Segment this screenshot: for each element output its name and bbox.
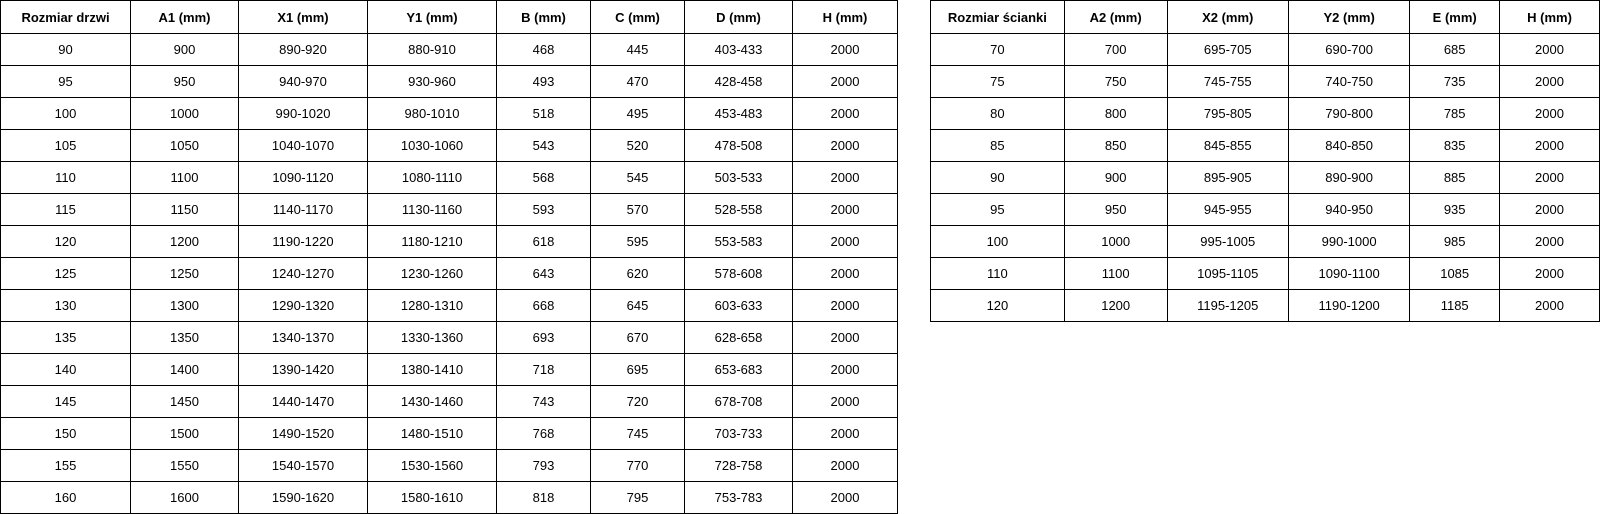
table-cell: 768: [497, 418, 591, 450]
table-cell: 2000: [1500, 226, 1600, 258]
table-cell: 740-750: [1288, 66, 1409, 98]
table-cell: 428-458: [685, 66, 793, 98]
table-cell: 1085: [1410, 258, 1500, 290]
table-header-row: [1, 1, 898, 34]
table-cell: 95: [1, 66, 131, 98]
table-cell: 885: [1410, 162, 1500, 194]
table-cell: 85: [931, 130, 1065, 162]
table-cell: 2000: [1500, 34, 1600, 66]
table-cell: 1230-1260: [368, 258, 497, 290]
table-cell: 770: [591, 450, 685, 482]
table-cell: 2000: [793, 130, 898, 162]
column-header: A1 (mm): [131, 1, 239, 34]
table-cell: 818: [497, 482, 591, 514]
table-cell: 880-910: [368, 34, 497, 66]
table-cell: 1330-1360: [368, 322, 497, 354]
table-cell: 1390-1420: [239, 354, 368, 386]
table-cell: 90: [1, 34, 131, 66]
table-cell: 593: [497, 194, 591, 226]
table-cell: 595: [591, 226, 685, 258]
table-cell: 1200: [1064, 290, 1167, 322]
table-cell: 1100: [131, 162, 239, 194]
table-cell: 703-733: [685, 418, 793, 450]
column-header: Rozmiar drzwi: [1, 1, 131, 34]
table-cell: 2000: [793, 258, 898, 290]
table-row: [1, 34, 898, 66]
table-row: [1, 354, 898, 386]
table-row: [931, 194, 1600, 226]
table-cell: 945-955: [1167, 194, 1288, 226]
table-row: [931, 34, 1600, 66]
column-header: H (mm): [793, 1, 898, 34]
table-cell: 145: [1, 386, 131, 418]
table-cell: 1240-1270: [239, 258, 368, 290]
table-cell: 2000: [793, 322, 898, 354]
table-cell: 2000: [793, 290, 898, 322]
table-row: [931, 98, 1600, 130]
table-cell: 518: [497, 98, 591, 130]
table-cell: 545: [591, 162, 685, 194]
table-row: [931, 226, 1600, 258]
table-cell: 2000: [793, 34, 898, 66]
walls-table-header: [931, 1, 1600, 34]
table-cell: 495: [591, 98, 685, 130]
table-cell: 745-755: [1167, 66, 1288, 98]
table-cell: 520: [591, 130, 685, 162]
table-cell: 150: [1, 418, 131, 450]
table-cell: 90: [931, 162, 1065, 194]
table-cell: 950: [1064, 194, 1167, 226]
table-cell: 1040-1070: [239, 130, 368, 162]
column-header: A2 (mm): [1064, 1, 1167, 34]
table-cell: 125: [1, 258, 131, 290]
table-row: [1, 322, 898, 354]
table-row: [1, 130, 898, 162]
table-cell: 1600: [131, 482, 239, 514]
table-cell: 900: [131, 34, 239, 66]
table-cell: 2000: [793, 482, 898, 514]
table-cell: 618: [497, 226, 591, 258]
table-cell: 2000: [1500, 258, 1600, 290]
table-row: [1, 290, 898, 322]
column-header: Y2 (mm): [1288, 1, 1409, 34]
table-cell: 110: [1, 162, 131, 194]
table-cell: 930-960: [368, 66, 497, 98]
table-row: [931, 162, 1600, 194]
table-cell: 628-658: [685, 322, 793, 354]
table-cell: 2000: [1500, 162, 1600, 194]
table-cell: 1340-1370: [239, 322, 368, 354]
table-row: [1, 226, 898, 258]
table-cell: 745: [591, 418, 685, 450]
table-cell: 140: [1, 354, 131, 386]
table-cell: 120: [1, 226, 131, 258]
table-cell: 718: [497, 354, 591, 386]
column-header: X1 (mm): [239, 1, 368, 34]
doors-table-body: [1, 34, 898, 514]
table-cell: 2000: [793, 226, 898, 258]
table-cell: 2000: [793, 194, 898, 226]
table-cell: 570: [591, 194, 685, 226]
table-row: [1, 450, 898, 482]
table-row: [1, 258, 898, 290]
table-cell: 900: [1064, 162, 1167, 194]
table-cell: 990-1020: [239, 98, 368, 130]
table-cell: 895-905: [1167, 162, 1288, 194]
column-header: E (mm): [1410, 1, 1500, 34]
table-cell: 1590-1620: [239, 482, 368, 514]
table-cell: 1540-1570: [239, 450, 368, 482]
table-cell: 1450: [131, 386, 239, 418]
table-cell: 478-508: [685, 130, 793, 162]
table-cell: 985: [1410, 226, 1500, 258]
table-cell: 2000: [793, 66, 898, 98]
table-cell: 693: [497, 322, 591, 354]
table-row: [1, 418, 898, 450]
table-cell: 845-855: [1167, 130, 1288, 162]
table-cell: 568: [497, 162, 591, 194]
table-cell: 70: [931, 34, 1065, 66]
table-cell: 578-608: [685, 258, 793, 290]
table-cell: 735: [1410, 66, 1500, 98]
table-cell: 620: [591, 258, 685, 290]
table-cell: 1000: [1064, 226, 1167, 258]
table-cell: 2000: [1500, 130, 1600, 162]
table-cell: 2000: [793, 386, 898, 418]
table-cell: 750: [1064, 66, 1167, 98]
column-header: B (mm): [497, 1, 591, 34]
table-cell: 1580-1610: [368, 482, 497, 514]
table-cell: 468: [497, 34, 591, 66]
table-cell: 850: [1064, 130, 1167, 162]
table-cell: 2000: [793, 354, 898, 386]
table-cell: 1180-1210: [368, 226, 497, 258]
column-header: X2 (mm): [1167, 1, 1288, 34]
table-cell: 2000: [793, 418, 898, 450]
table-row: [931, 66, 1600, 98]
table-cell: 1290-1320: [239, 290, 368, 322]
column-header: Rozmiar ścianki: [931, 1, 1065, 34]
column-header: D (mm): [685, 1, 793, 34]
walls-dimensions-table-container: [930, 0, 1600, 322]
table-cell: 1380-1410: [368, 354, 497, 386]
table-cell: 105: [1, 130, 131, 162]
table-row: [1, 194, 898, 226]
table-cell: 1080-1110: [368, 162, 497, 194]
table-cell: 1500: [131, 418, 239, 450]
table-cell: 1200: [131, 226, 239, 258]
table-cell: 990-1000: [1288, 226, 1409, 258]
table-cell: 543: [497, 130, 591, 162]
table-cell: 795-805: [1167, 98, 1288, 130]
table-cell: 643: [497, 258, 591, 290]
table-cell: 1190-1200: [1288, 290, 1409, 322]
table-cell: 1095-1105: [1167, 258, 1288, 290]
table-cell: 890-900: [1288, 162, 1409, 194]
doors-table-header: [1, 1, 898, 34]
table-cell: 1050: [131, 130, 239, 162]
table-cell: 100: [1, 98, 131, 130]
table-cell: 670: [591, 322, 685, 354]
table-cell: 1140-1170: [239, 194, 368, 226]
table-cell: 1300: [131, 290, 239, 322]
table-cell: 1150: [131, 194, 239, 226]
table-cell: 100: [931, 226, 1065, 258]
table-cell: 1280-1310: [368, 290, 497, 322]
table-cell: 135: [1, 322, 131, 354]
table-cell: 130: [1, 290, 131, 322]
table-cell: 935: [1410, 194, 1500, 226]
column-header: H (mm): [1500, 1, 1600, 34]
table-cell: 1530-1560: [368, 450, 497, 482]
table-cell: 1185: [1410, 290, 1500, 322]
column-header: Y1 (mm): [368, 1, 497, 34]
table-cell: 2000: [793, 162, 898, 194]
table-cell: 1000: [131, 98, 239, 130]
table-cell: 2000: [1500, 98, 1600, 130]
table-cell: 890-920: [239, 34, 368, 66]
table-cell: 553-583: [685, 226, 793, 258]
table-cell: 940-950: [1288, 194, 1409, 226]
table-cell: 753-783: [685, 482, 793, 514]
table-cell: 1350: [131, 322, 239, 354]
table-cell: 155: [1, 450, 131, 482]
table-row: [1, 66, 898, 98]
table-header-row: [931, 1, 1600, 34]
table-row: [1, 162, 898, 194]
table-row: [931, 258, 1600, 290]
table-cell: 1130-1160: [368, 194, 497, 226]
table-cell: 743: [497, 386, 591, 418]
table-cell: 793: [497, 450, 591, 482]
table-cell: 695: [591, 354, 685, 386]
table-cell: 603-633: [685, 290, 793, 322]
table-cell: 1195-1205: [1167, 290, 1288, 322]
table-cell: 2000: [793, 450, 898, 482]
table-row: [931, 130, 1600, 162]
table-cell: 840-850: [1288, 130, 1409, 162]
table-cell: 2000: [1500, 290, 1600, 322]
table-cell: 685: [1410, 34, 1500, 66]
table-cell: 80: [931, 98, 1065, 130]
table-cell: 720: [591, 386, 685, 418]
table-cell: 1090-1100: [1288, 258, 1409, 290]
table-cell: 940-970: [239, 66, 368, 98]
table-cell: 445: [591, 34, 685, 66]
table-cell: 1400: [131, 354, 239, 386]
table-cell: 528-558: [685, 194, 793, 226]
table-cell: 1090-1120: [239, 162, 368, 194]
table-cell: 1440-1470: [239, 386, 368, 418]
table-cell: 2000: [1500, 194, 1600, 226]
table-cell: 645: [591, 290, 685, 322]
table-cell: 1480-1510: [368, 418, 497, 450]
table-cell: 503-533: [685, 162, 793, 194]
table-cell: 728-758: [685, 450, 793, 482]
table-cell: 980-1010: [368, 98, 497, 130]
table-cell: 690-700: [1288, 34, 1409, 66]
table-cell: 800: [1064, 98, 1167, 130]
table-cell: 668: [497, 290, 591, 322]
table-cell: 678-708: [685, 386, 793, 418]
table-cell: 95: [931, 194, 1065, 226]
table-cell: 110: [931, 258, 1065, 290]
table-cell: 795: [591, 482, 685, 514]
table-cell: 835: [1410, 130, 1500, 162]
table-cell: 2000: [793, 98, 898, 130]
table-cell: 995-1005: [1167, 226, 1288, 258]
table-cell: 1550: [131, 450, 239, 482]
table-cell: 1030-1060: [368, 130, 497, 162]
table-cell: 403-433: [685, 34, 793, 66]
table-cell: 1490-1520: [239, 418, 368, 450]
table-cell: 120: [931, 290, 1065, 322]
table-cell: 1250: [131, 258, 239, 290]
table-cell: 2000: [1500, 66, 1600, 98]
table-cell: 1430-1460: [368, 386, 497, 418]
walls-dimensions-table: [930, 0, 1600, 322]
table-cell: 493: [497, 66, 591, 98]
table-row: [931, 290, 1600, 322]
table-cell: 790-800: [1288, 98, 1409, 130]
table-row: [1, 386, 898, 418]
column-header: C (mm): [591, 1, 685, 34]
table-row: [1, 482, 898, 514]
table-cell: 950: [131, 66, 239, 98]
walls-table-body: [931, 34, 1600, 322]
table-cell: 653-683: [685, 354, 793, 386]
table-cell: 1190-1220: [239, 226, 368, 258]
table-cell: 115: [1, 194, 131, 226]
table-row: [1, 98, 898, 130]
table-cell: 470: [591, 66, 685, 98]
table-cell: 75: [931, 66, 1065, 98]
table-cell: 695-705: [1167, 34, 1288, 66]
table-cell: 785: [1410, 98, 1500, 130]
table-cell: 700: [1064, 34, 1167, 66]
table-cell: 160: [1, 482, 131, 514]
table-cell: 453-483: [685, 98, 793, 130]
table-cell: 1100: [1064, 258, 1167, 290]
